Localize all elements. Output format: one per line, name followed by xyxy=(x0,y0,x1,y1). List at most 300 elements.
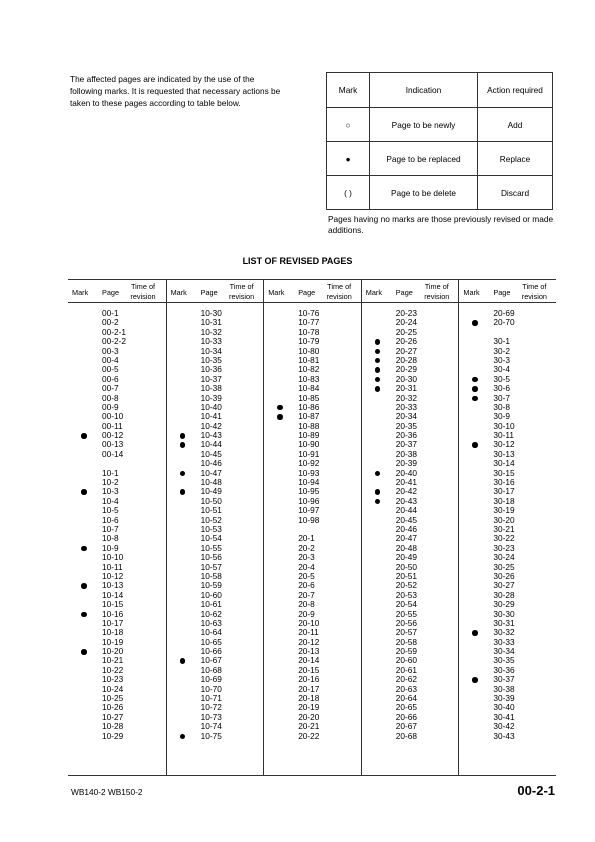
page-number-cell: 10-41 xyxy=(200,411,222,422)
page-number-cell: 20-45 xyxy=(395,514,418,525)
page-column xyxy=(166,280,264,776)
page-number-cell: 00-5 xyxy=(102,364,119,375)
replace-mark-icon xyxy=(472,377,478,383)
page-number-cell: 10-24 xyxy=(102,683,124,694)
page-number-cell: 20-64 xyxy=(395,693,418,704)
page-number-cell: 20-69 xyxy=(493,308,515,318)
page-number-cell: 30-24 xyxy=(493,552,515,563)
page-number-cell: 10-2 xyxy=(102,477,119,488)
note-text: Pages having no marks are those previously revised or made additions. xyxy=(328,214,554,235)
page-number-cell: 30-36 xyxy=(493,664,515,675)
page-number-cell: 30-21 xyxy=(493,523,515,534)
page-number-cell: 10-13 xyxy=(102,580,124,591)
page-number-cell: 10-26 xyxy=(102,702,124,713)
replace-mark-icon xyxy=(180,658,186,664)
page-number-cell: 30-5 xyxy=(493,373,510,384)
page-number-cell: 20-54 xyxy=(395,599,418,610)
page-number-cell: 10-65 xyxy=(200,636,222,647)
page-number-cell: 00-9 xyxy=(102,401,119,412)
page-number-cell: 20-12 xyxy=(298,636,320,647)
page-number-cell: 20-3 xyxy=(298,552,315,563)
page-row xyxy=(264,516,361,525)
time-col-header: Time of revision xyxy=(326,282,352,301)
page-number-cell: 10-29 xyxy=(102,730,124,741)
page-number-cell: 30-42 xyxy=(493,721,515,732)
page-number-cell: 10-90 xyxy=(298,439,320,450)
mark-legend-row-replace xyxy=(327,142,553,176)
page-number-cell: 30-25 xyxy=(493,561,515,572)
page-number-cell: 10-58 xyxy=(200,570,222,581)
replace-mark-icon xyxy=(81,649,87,655)
page-number-cell: 20-63 xyxy=(395,683,418,694)
page-number-cell: 20-47 xyxy=(395,533,418,544)
page-number-cell: 30-14 xyxy=(493,458,515,469)
page-number-cell: 10-35 xyxy=(200,354,222,365)
page-number-cell: 10-34 xyxy=(200,345,222,356)
page-number-cell: 20-56 xyxy=(395,617,418,628)
page-number-cell: 20-14 xyxy=(298,655,320,666)
page-number-cell: 20-2 xyxy=(298,542,315,553)
page-number-cell: 20-36 xyxy=(395,430,418,441)
mark-col-header: Mark xyxy=(170,288,187,297)
page-col-header: Page xyxy=(200,288,218,297)
page-number-cell: 10-28 xyxy=(102,721,124,732)
page-number-cell: 30-30 xyxy=(493,608,515,619)
page-number-cell: 30-38 xyxy=(493,683,515,694)
page-number-cell: 30-23 xyxy=(493,542,515,553)
page-number-cell: 20-42 xyxy=(395,486,418,497)
mark-col-header: Mark xyxy=(463,288,480,297)
page-number-cell: 10-64 xyxy=(200,627,222,638)
page-number-cell: 20-55 xyxy=(395,608,418,619)
page-number-cell: 20-40 xyxy=(395,467,418,478)
replace-mark-icon xyxy=(375,358,381,364)
page-number-cell: 10-80 xyxy=(298,345,320,356)
page-col-header: Page xyxy=(395,288,413,297)
page-number-cell: 10-96 xyxy=(298,495,320,506)
page-number-cell: 10-33 xyxy=(200,336,222,347)
time-col-header: Time of revision xyxy=(130,282,156,301)
replace-mark-icon xyxy=(180,442,186,448)
page-number-cell: 10-79 xyxy=(298,336,320,347)
page-number-cell: 30-33 xyxy=(493,636,515,647)
page-number-cell: 10-61 xyxy=(200,599,222,610)
page-number-cell: 10-66 xyxy=(200,646,222,657)
page-number-cell: 10-43 xyxy=(200,430,222,441)
page-number-cell: 20-34 xyxy=(395,411,418,422)
page-number-cell: 00-8 xyxy=(102,392,119,403)
mark-symbol: ○ xyxy=(327,108,370,142)
page-number-cell: 10-7 xyxy=(102,523,119,534)
mark-indication: Page to be replaced xyxy=(370,142,478,176)
page-row xyxy=(167,732,264,741)
page-number-cell: 30-20 xyxy=(493,514,515,525)
page-number-cell: 00-2-2 xyxy=(102,336,126,347)
page-number-cell: 20-70 xyxy=(493,317,515,328)
page-number-cell: 10-78 xyxy=(298,326,320,337)
column-header xyxy=(68,280,166,302)
page-number-cell: 10-85 xyxy=(298,392,320,403)
page-number-cell: 20-52 xyxy=(395,580,418,591)
page-number-cell: 20-18 xyxy=(298,693,320,704)
page-number-cell: 20-65 xyxy=(395,702,418,713)
page-number-cell: 10-30 xyxy=(200,308,222,318)
page-number-cell: 10-63 xyxy=(200,617,222,628)
page-number-cell: 10-11 xyxy=(102,561,123,572)
page-number-cell: 10-82 xyxy=(298,364,320,375)
page-number-cell: 10-76 xyxy=(298,308,320,318)
page-number-cell: 20-27 xyxy=(395,345,418,356)
page-number-cell: 10-97 xyxy=(298,505,320,516)
page-number-cell: 10-88 xyxy=(298,420,320,431)
page-number-cell: 10-84 xyxy=(298,383,320,394)
page-number-cell: 10-53 xyxy=(200,523,222,534)
page-number-cell: 10-46 xyxy=(200,458,222,469)
page-number-cell: 20-44 xyxy=(395,505,418,516)
page-number-cell: 30-40 xyxy=(493,702,515,713)
page-number-cell: 10-38 xyxy=(200,383,222,394)
page-number-cell: 10-15 xyxy=(102,599,124,610)
page-number-cell: 30-10 xyxy=(493,420,515,431)
page-number-cell: 30-34 xyxy=(493,646,515,657)
page-number-cell: 00-7 xyxy=(102,383,119,394)
page-number-cell: 10-57 xyxy=(200,561,222,572)
replace-mark-icon xyxy=(277,414,283,420)
page-number-cell: 30-32 xyxy=(493,627,515,638)
page-number-cell: 20-5 xyxy=(298,570,315,581)
mark-legend-table xyxy=(326,72,553,210)
page-number-cell: 20-28 xyxy=(395,354,418,365)
page-number-cell: 30-16 xyxy=(493,477,515,488)
page-number-cell: 10-19 xyxy=(102,636,124,647)
page-number-cell: 20-8 xyxy=(298,599,315,610)
page-number-cell: 10-62 xyxy=(200,608,222,619)
page-number-cell: 10-70 xyxy=(200,683,222,694)
column-header xyxy=(167,280,264,302)
page-column xyxy=(361,280,459,776)
page-number: 00-2-1 xyxy=(517,783,555,798)
page-number-cell: 20-19 xyxy=(298,702,320,713)
page-number-cell: 00-13 xyxy=(102,439,124,450)
page-number-cell: 10-23 xyxy=(102,674,124,685)
page-number-cell: 10-37 xyxy=(200,373,222,384)
page-number-cell: 20-22 xyxy=(298,730,320,741)
page-number-cell: 20-50 xyxy=(395,561,418,572)
page-number-cell: 10-52 xyxy=(200,514,222,525)
page-number-cell: 10-68 xyxy=(200,664,222,675)
page-number-cell: 00-11 xyxy=(102,420,123,431)
page-number-cell: 20-9 xyxy=(298,608,315,619)
replace-mark-icon xyxy=(81,433,87,439)
page-number-cell: 20-1 xyxy=(298,533,315,544)
page-column xyxy=(458,280,556,776)
page-number-cell: 10-39 xyxy=(200,392,222,403)
page-number-cell: 10-81 xyxy=(298,354,320,365)
page-number-cell: 10-47 xyxy=(200,467,222,478)
page-number-cell: 30-6 xyxy=(493,383,510,394)
replace-mark-icon xyxy=(81,546,87,552)
replace-mark-icon xyxy=(472,386,478,392)
time-col-header: Time of revision xyxy=(424,282,450,301)
page-number-cell: 10-94 xyxy=(298,477,320,488)
page-number-cell: 20-35 xyxy=(395,420,418,431)
page-number-cell: 00-4 xyxy=(102,354,119,365)
page-number-cell: 20-16 xyxy=(298,674,320,685)
page-number-cell: 10-60 xyxy=(200,589,222,600)
page-number-cell: 20-68 xyxy=(395,730,418,741)
intro-text: The affected pages are indicated by the use of the following marks. It is requested that necessary actions be taken to these pages according to table below. xyxy=(70,74,281,108)
page-number-cell: 10-21 xyxy=(102,655,124,666)
mark-legend-header xyxy=(327,73,553,108)
page-number-cell: 10-49 xyxy=(200,486,222,497)
page-number-cell: 10-74 xyxy=(200,721,222,732)
page-number-cell: 30-7 xyxy=(493,392,510,403)
page-number-cell: 10-83 xyxy=(298,373,320,384)
mark-action: Replace xyxy=(478,142,553,176)
page-number-cell: 10-6 xyxy=(102,514,119,525)
page-number-cell: 30-2 xyxy=(493,345,510,356)
page-number-cell: 30-1 xyxy=(493,336,510,347)
page-number-cell: 30-39 xyxy=(493,693,515,704)
page-number-cell: 10-50 xyxy=(200,495,222,506)
page-number-cell: 10-92 xyxy=(298,458,320,469)
page-col-header: Page xyxy=(298,288,316,297)
replace-mark-icon xyxy=(472,320,478,326)
page-number-cell: 10-86 xyxy=(298,401,320,412)
replace-mark-icon xyxy=(277,405,283,411)
page-number-cell: 30-8 xyxy=(493,401,510,412)
time-col-header: Time of revision xyxy=(229,282,255,301)
page-number-cell: 30-18 xyxy=(493,495,515,506)
replace-mark-icon xyxy=(472,442,478,448)
page-number-cell: 10-31 xyxy=(200,317,222,328)
page-number-cell: 30-19 xyxy=(493,505,515,516)
page-row xyxy=(459,318,556,327)
replace-mark-icon xyxy=(180,433,186,439)
page-number-cell: 10-87 xyxy=(298,411,320,422)
replace-mark-icon xyxy=(180,489,186,495)
page-number-cell: 10-55 xyxy=(200,542,222,553)
model-footer: WB140-2 WB150-2 xyxy=(71,787,143,797)
page-number-cell: 20-29 xyxy=(395,364,418,375)
mark-col-header: Mark xyxy=(365,288,382,297)
page-number-cell: 20-67 xyxy=(395,721,418,732)
page-number-cell: 20-53 xyxy=(395,589,418,600)
page-number-cell: 00-6 xyxy=(102,373,119,384)
page-number-cell: 00-12 xyxy=(102,430,124,441)
page-number-cell: 10-54 xyxy=(200,533,222,544)
page-number-cell: 20-6 xyxy=(298,580,315,591)
mark-symbol: ( ) xyxy=(327,176,370,210)
page-number-cell: 10-20 xyxy=(102,646,124,657)
page-number-cell: 20-4 xyxy=(298,561,315,572)
replace-mark-icon xyxy=(472,630,478,636)
page-number-cell: 20-41 xyxy=(395,477,418,488)
page-number-cell: 20-17 xyxy=(298,683,320,694)
page-number-cell: 10-93 xyxy=(298,467,320,478)
page-number-cell: 10-16 xyxy=(102,608,124,619)
replace-mark-icon xyxy=(81,489,87,495)
page-number-cell: 30-26 xyxy=(493,570,515,581)
page-row xyxy=(264,732,361,741)
page-number-cell: 30-22 xyxy=(493,533,515,544)
page-number-cell: 20-49 xyxy=(395,552,418,563)
page-number-cell: 20-37 xyxy=(395,439,418,450)
replace-mark-icon xyxy=(375,367,381,373)
page-number-cell: 10-56 xyxy=(200,552,222,563)
page-number-cell: 30-11 xyxy=(493,430,514,441)
page-number-cell: 20-25 xyxy=(395,326,418,337)
page-number-cell: 30-28 xyxy=(493,589,515,600)
page-number-cell: 10-10 xyxy=(102,552,124,563)
page-number-cell: 20-21 xyxy=(298,721,320,732)
page-number-cell: 30-15 xyxy=(493,467,515,478)
page-number-cell: 10-69 xyxy=(200,674,222,685)
page-number-cell: 10-73 xyxy=(200,711,222,722)
mark-header: Mark xyxy=(327,73,370,108)
page-number-cell: 10-89 xyxy=(298,430,320,441)
page-number-cell: 10-9 xyxy=(102,542,119,553)
page-number-cell: 10-98 xyxy=(298,514,320,525)
page-number-cell: 20-24 xyxy=(395,317,418,328)
page-col-header: Page xyxy=(493,288,511,297)
page-number-cell: 20-66 xyxy=(395,711,418,722)
page-number-cell: 30-17 xyxy=(493,486,515,497)
replace-mark-icon xyxy=(81,612,87,618)
page-number-cell: 30-9 xyxy=(493,411,510,422)
page-number-cell: 10-5 xyxy=(102,505,119,516)
mark-action: Add xyxy=(478,108,553,142)
page-number-cell: 20-58 xyxy=(395,636,418,647)
column-header xyxy=(362,280,459,302)
page-number-cell: 10-1 xyxy=(102,467,119,478)
page-number-cell: 20-61 xyxy=(395,664,418,675)
revised-pages-table xyxy=(68,280,556,776)
page-number-cell: 00-14 xyxy=(102,448,124,459)
page-number-cell: 30-3 xyxy=(493,354,510,365)
page-number-cell: 20-39 xyxy=(395,458,418,469)
mark-col-header: Mark xyxy=(268,288,285,297)
page-row xyxy=(68,450,166,459)
page-number-cell: 30-37 xyxy=(493,674,515,685)
page-number-cell: 30-4 xyxy=(493,364,510,375)
page-number-cell: 20-33 xyxy=(395,401,418,412)
mark-col-header: Mark xyxy=(72,288,89,297)
indication-header: Indication xyxy=(370,73,478,108)
page-number-cell: 10-71 xyxy=(200,693,222,704)
replace-mark-icon xyxy=(81,583,87,589)
mark-legend-row-add xyxy=(327,108,553,142)
page-number-cell: 10-48 xyxy=(200,477,222,488)
page-number-cell: 20-23 xyxy=(395,308,418,318)
page-number-cell: 20-43 xyxy=(395,495,418,506)
page-number-cell: 20-32 xyxy=(395,392,418,403)
page-number-cell: 10-12 xyxy=(102,570,124,581)
page-column xyxy=(68,280,166,776)
column-header xyxy=(459,280,556,302)
page-number-cell: 10-3 xyxy=(102,486,119,497)
page-number-cell: 10-75 xyxy=(200,730,222,741)
page-number-cell: 10-44 xyxy=(200,439,222,450)
page-number-cell: 10-27 xyxy=(102,711,124,722)
page-number-cell: 10-25 xyxy=(102,693,124,704)
page-number-cell: 20-13 xyxy=(298,646,320,657)
page-number-cell: 10-40 xyxy=(200,401,222,412)
page-number-cell: 20-26 xyxy=(395,336,418,347)
page-number-cell: 20-38 xyxy=(395,448,418,459)
page-number-cell: 20-10 xyxy=(298,617,320,628)
replace-mark-icon xyxy=(180,734,186,740)
page-number-cell: 20-11 xyxy=(298,627,319,638)
page-number-cell: 30-13 xyxy=(493,448,515,459)
replace-mark-icon xyxy=(375,377,381,383)
page-number-cell: 20-31 xyxy=(395,383,418,394)
page-number-cell: 00-2 xyxy=(102,317,119,328)
page-number-cell: 20-30 xyxy=(395,373,418,384)
page-column xyxy=(263,280,361,776)
page-number-cell: 00-1 xyxy=(102,308,119,318)
column-header xyxy=(264,280,361,302)
page-number-cell: 30-12 xyxy=(493,439,515,450)
page-number-cell: 10-77 xyxy=(298,317,320,328)
page-number-cell: 10-91 xyxy=(298,448,320,459)
page-number-cell: 00-10 xyxy=(102,411,124,422)
page-number-cell: 20-48 xyxy=(395,542,418,553)
page-row xyxy=(459,732,556,741)
page-number-cell: 10-67 xyxy=(200,655,222,666)
mark-symbol: ● xyxy=(327,142,370,176)
page-number-cell: 10-4 xyxy=(102,495,119,506)
page-number-cell: 10-22 xyxy=(102,664,124,675)
page-number-cell: 20-7 xyxy=(298,589,315,600)
page-number-cell: 10-8 xyxy=(102,533,119,544)
replace-mark-icon xyxy=(375,499,381,505)
page-number-cell: 10-51 xyxy=(200,505,222,516)
page-number-cell: 10-42 xyxy=(200,420,222,431)
page-number-cell: 10-18 xyxy=(102,627,124,638)
page-number-cell: 20-20 xyxy=(298,711,320,722)
list-title: LIST OF REVISED PAGES xyxy=(242,256,353,266)
replace-mark-icon xyxy=(472,677,478,683)
replace-mark-icon xyxy=(375,489,381,495)
page-number-cell: 30-29 xyxy=(493,599,515,610)
page-number-cell: 20-15 xyxy=(298,664,320,675)
time-col-header: Time of revision xyxy=(521,282,547,301)
page-row xyxy=(68,732,166,741)
mark-indication: Page to be newly xyxy=(370,108,478,142)
replace-mark-icon xyxy=(375,386,381,392)
page-number-cell: 10-17 xyxy=(102,617,124,628)
action-header: Action required xyxy=(478,73,553,108)
page-number-cell: 30-43 xyxy=(493,730,515,741)
page-number-cell: 10-59 xyxy=(200,580,222,591)
page-number-cell: 00-2-1 xyxy=(102,326,126,337)
page-number-cell: 30-27 xyxy=(493,580,515,591)
replace-mark-icon xyxy=(472,396,478,402)
page-number-cell: 20-57 xyxy=(395,627,418,638)
replace-mark-icon xyxy=(375,349,381,355)
page-number-cell: 00-3 xyxy=(102,345,119,356)
mark-legend-row-discard xyxy=(327,176,553,210)
page-number-cell: 10-36 xyxy=(200,364,222,375)
page-number-cell: 20-59 xyxy=(395,646,418,657)
mark-action: Discard xyxy=(478,176,553,210)
replace-mark-icon xyxy=(180,471,186,477)
mark-indication: Page to be delete xyxy=(370,176,478,210)
page-number-cell: 20-60 xyxy=(395,655,418,666)
page-number-cell: 10-95 xyxy=(298,486,320,497)
page-number-cell: 10-45 xyxy=(200,448,222,459)
